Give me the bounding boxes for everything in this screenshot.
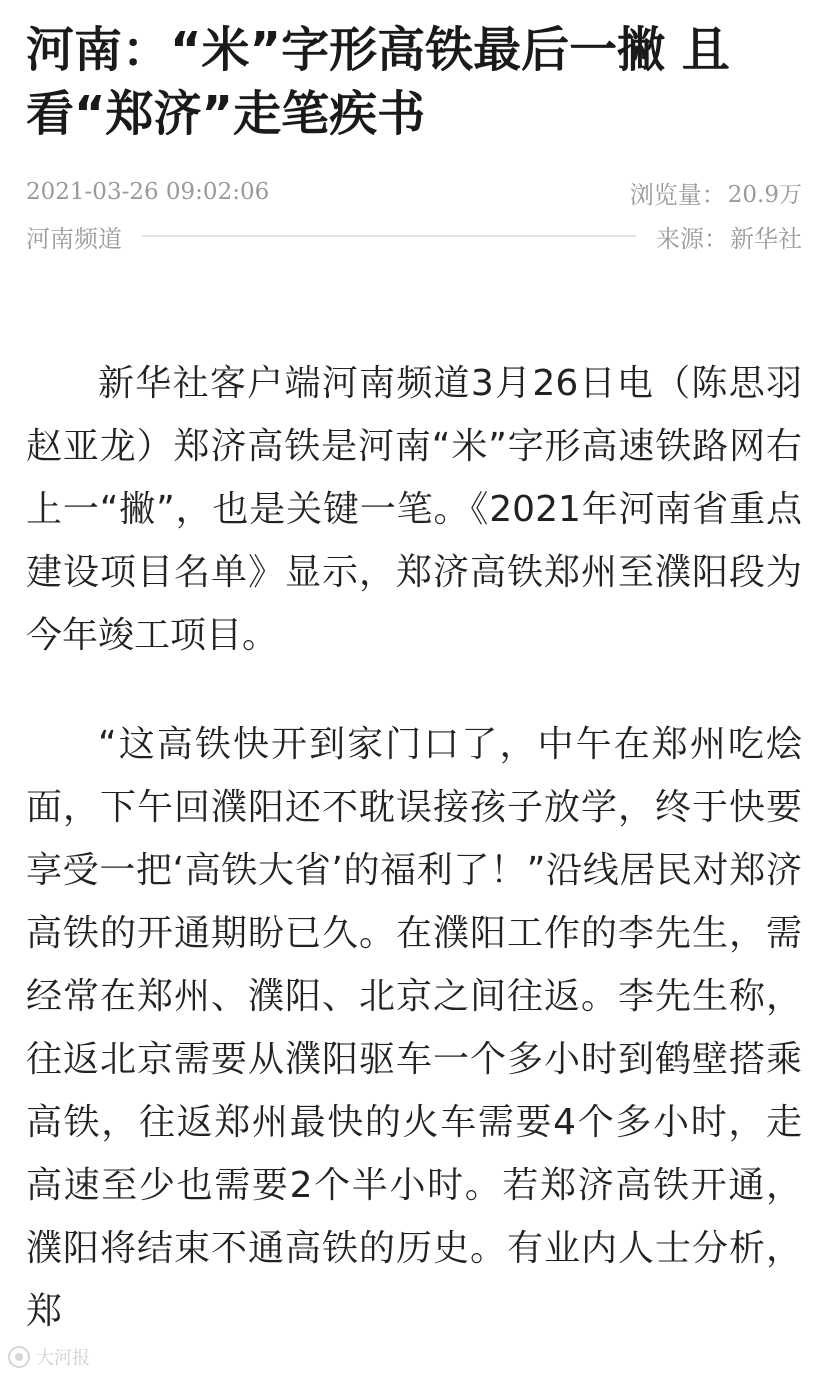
article-paragraph: 新华社客户端河南频道3月26日电（陈思羽 赵亚龙）郑济高铁是河南“米”字形高速铁路网右上一“撇”，也是关键一笔。《2021年河南省重点建设项目名单》显示，郑济高铁郑州至濮阳段为今年竣工项目。: [26, 363, 802, 656]
channel-link[interactable]: 河南频道: [26, 224, 122, 253]
views-count: 20.9万: [727, 181, 802, 208]
watermark-logo-icon: [8, 1346, 30, 1368]
publish-date: 2021-03-26 09:02:06: [26, 179, 270, 205]
article-body: [26, 352, 802, 1389]
watermark-text: 大河报: [36, 1348, 90, 1369]
article-title: 河南：“米”字形高铁最后一撇 且看“郑济”走笔疾书: [26, 22, 730, 142]
meta-divider: [142, 235, 636, 237]
article-paragraph: “这高铁快开到家门口了，中午在郑州吃烩面，下午回濮阳还不耽误接孩子放学，终于快要享受一把‘高铁大省’的福利了！”沿线居民对郑济高铁的开通期盼已久。在濮阳工作的李先生，需经常在郑州、濮阳、北京之间往返。李先生称，往返北京需要从濮阳驱车一个多小时到鹤壁搭乘高铁，往返郑州最快的火车需要4个多小时，走高速至少也需要2个半小时。若郑济高铁开通，濮阳将结束不通高铁的历史。有业内人士分析，郑: [26, 724, 802, 1332]
meta-row-date-views: [26, 174, 802, 210]
meta-row-channel-source: [26, 218, 802, 254]
views-label: 浏览量：: [629, 180, 726, 209]
watermark: [8, 1344, 90, 1370]
source-label: 来源：: [656, 224, 728, 253]
source-name: 新华社: [730, 224, 802, 253]
